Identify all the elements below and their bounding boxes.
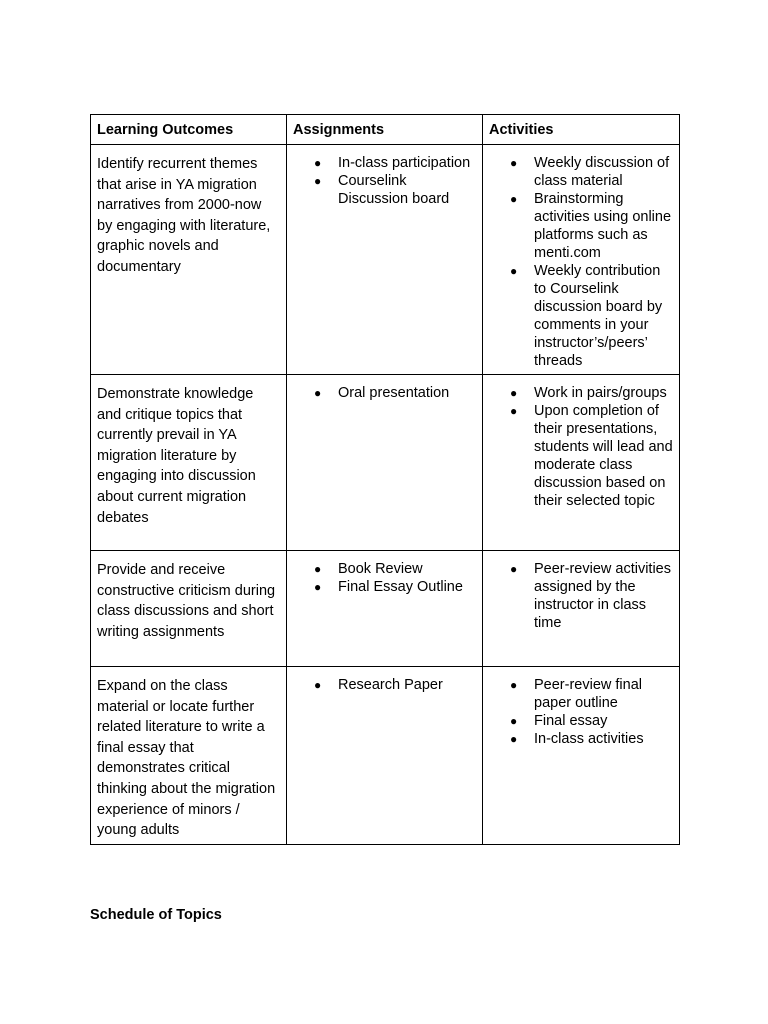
outcome-cell: Provide and receive constructive criticism during class discussions and short writing assignments	[91, 551, 287, 667]
table-row	[91, 667, 680, 845]
bullet-icon: ●	[510, 678, 518, 692]
activities-list	[483, 384, 675, 510]
assignments-cell	[287, 375, 483, 551]
list-item	[483, 262, 675, 370]
assignment-text: Research Paper	[338, 677, 443, 693]
assignment-text: Final Essay Outline	[338, 579, 463, 595]
activities-cell	[483, 551, 680, 667]
assignment-text: Book Review	[338, 561, 423, 577]
assignment-text: Courselink Discussion board	[338, 173, 450, 207]
activity-text: In-class activities	[534, 731, 644, 747]
activity-text: Weekly contribution to Courselink discussion board by comments in your instructor’s/peers’ threads	[534, 263, 663, 369]
table-header-row	[91, 115, 680, 145]
list-item	[287, 172, 478, 208]
outcome-cell: Expand on the class material or locate further related literature to write a final essay that demonstrates critical thinking about the migration experience of minors / young adults	[91, 667, 287, 845]
assignment-text: Oral presentation	[338, 385, 450, 401]
header-assignments: Assignments	[287, 115, 483, 145]
assignment-text: In-class participation	[338, 155, 471, 171]
table-row	[91, 145, 680, 375]
list-item	[483, 402, 675, 510]
bullet-icon: ●	[510, 156, 518, 170]
assignments-cell	[287, 551, 483, 667]
list-item	[287, 560, 478, 578]
list-item	[483, 154, 675, 190]
list-item	[287, 384, 478, 402]
assignments-list	[287, 384, 478, 402]
activity-text: Upon completion of their presentations, students will lead and moderate class discussion based on their selected topic	[534, 403, 673, 509]
assignments-list	[287, 676, 478, 694]
bullet-icon: ●	[314, 156, 322, 170]
learning-outcomes-table	[90, 114, 680, 845]
list-item	[287, 578, 478, 596]
list-item	[287, 676, 478, 694]
header-activities: Activities	[483, 115, 680, 145]
activity-text: Brainstorming activities using online platforms such as menti.com	[534, 191, 672, 261]
bullet-icon: ●	[314, 386, 322, 400]
bullet-icon: ●	[510, 264, 518, 278]
activity-text: Final essay	[534, 713, 608, 729]
bullet-icon: ●	[510, 714, 518, 728]
outcome-cell: Demonstrate knowledge and critique topics that currently prevail in YA migration literature by engaging into discussion about current migration debates	[91, 375, 287, 551]
activities-list	[483, 676, 675, 748]
bullet-icon: ●	[510, 732, 518, 746]
bullet-icon: ●	[314, 562, 322, 576]
activities-cell	[483, 667, 680, 845]
list-item	[483, 384, 675, 402]
assignments-cell	[287, 667, 483, 845]
schedule-of-topics-heading: Schedule of Topics	[90, 907, 222, 923]
activities-cell	[483, 145, 680, 375]
assignments-list	[287, 154, 478, 208]
bullet-icon: ●	[314, 678, 322, 692]
table-row	[91, 375, 680, 551]
assignments-list	[287, 560, 478, 596]
list-item	[483, 676, 675, 712]
list-item	[483, 560, 675, 632]
outcome-cell: Identify recurrent themes that arise in YA migration narratives from 2000-now by engaging with literature, graphic novels and documentary	[91, 145, 287, 375]
activity-text: Peer-review final paper outline	[534, 677, 642, 711]
bullet-icon: ●	[314, 174, 322, 188]
table-row	[91, 551, 680, 667]
list-item	[483, 730, 675, 748]
activity-text: Weekly discussion of class material	[534, 155, 670, 189]
activity-text: Work in pairs/groups	[534, 385, 667, 401]
bullet-icon: ●	[510, 562, 518, 576]
bullet-icon: ●	[510, 404, 518, 418]
activities-list	[483, 560, 675, 632]
bullet-icon: ●	[510, 192, 518, 206]
activity-text: Peer-review activities assigned by the instructor in class time	[534, 561, 671, 631]
list-item	[287, 154, 478, 172]
list-item	[483, 190, 675, 262]
header-learning-outcomes: Learning Outcomes	[91, 115, 287, 145]
assignments-cell	[287, 145, 483, 375]
list-item	[483, 712, 675, 730]
activities-cell	[483, 375, 680, 551]
activities-list	[483, 154, 675, 370]
bullet-icon: ●	[314, 580, 322, 594]
bullet-icon: ●	[510, 386, 518, 400]
